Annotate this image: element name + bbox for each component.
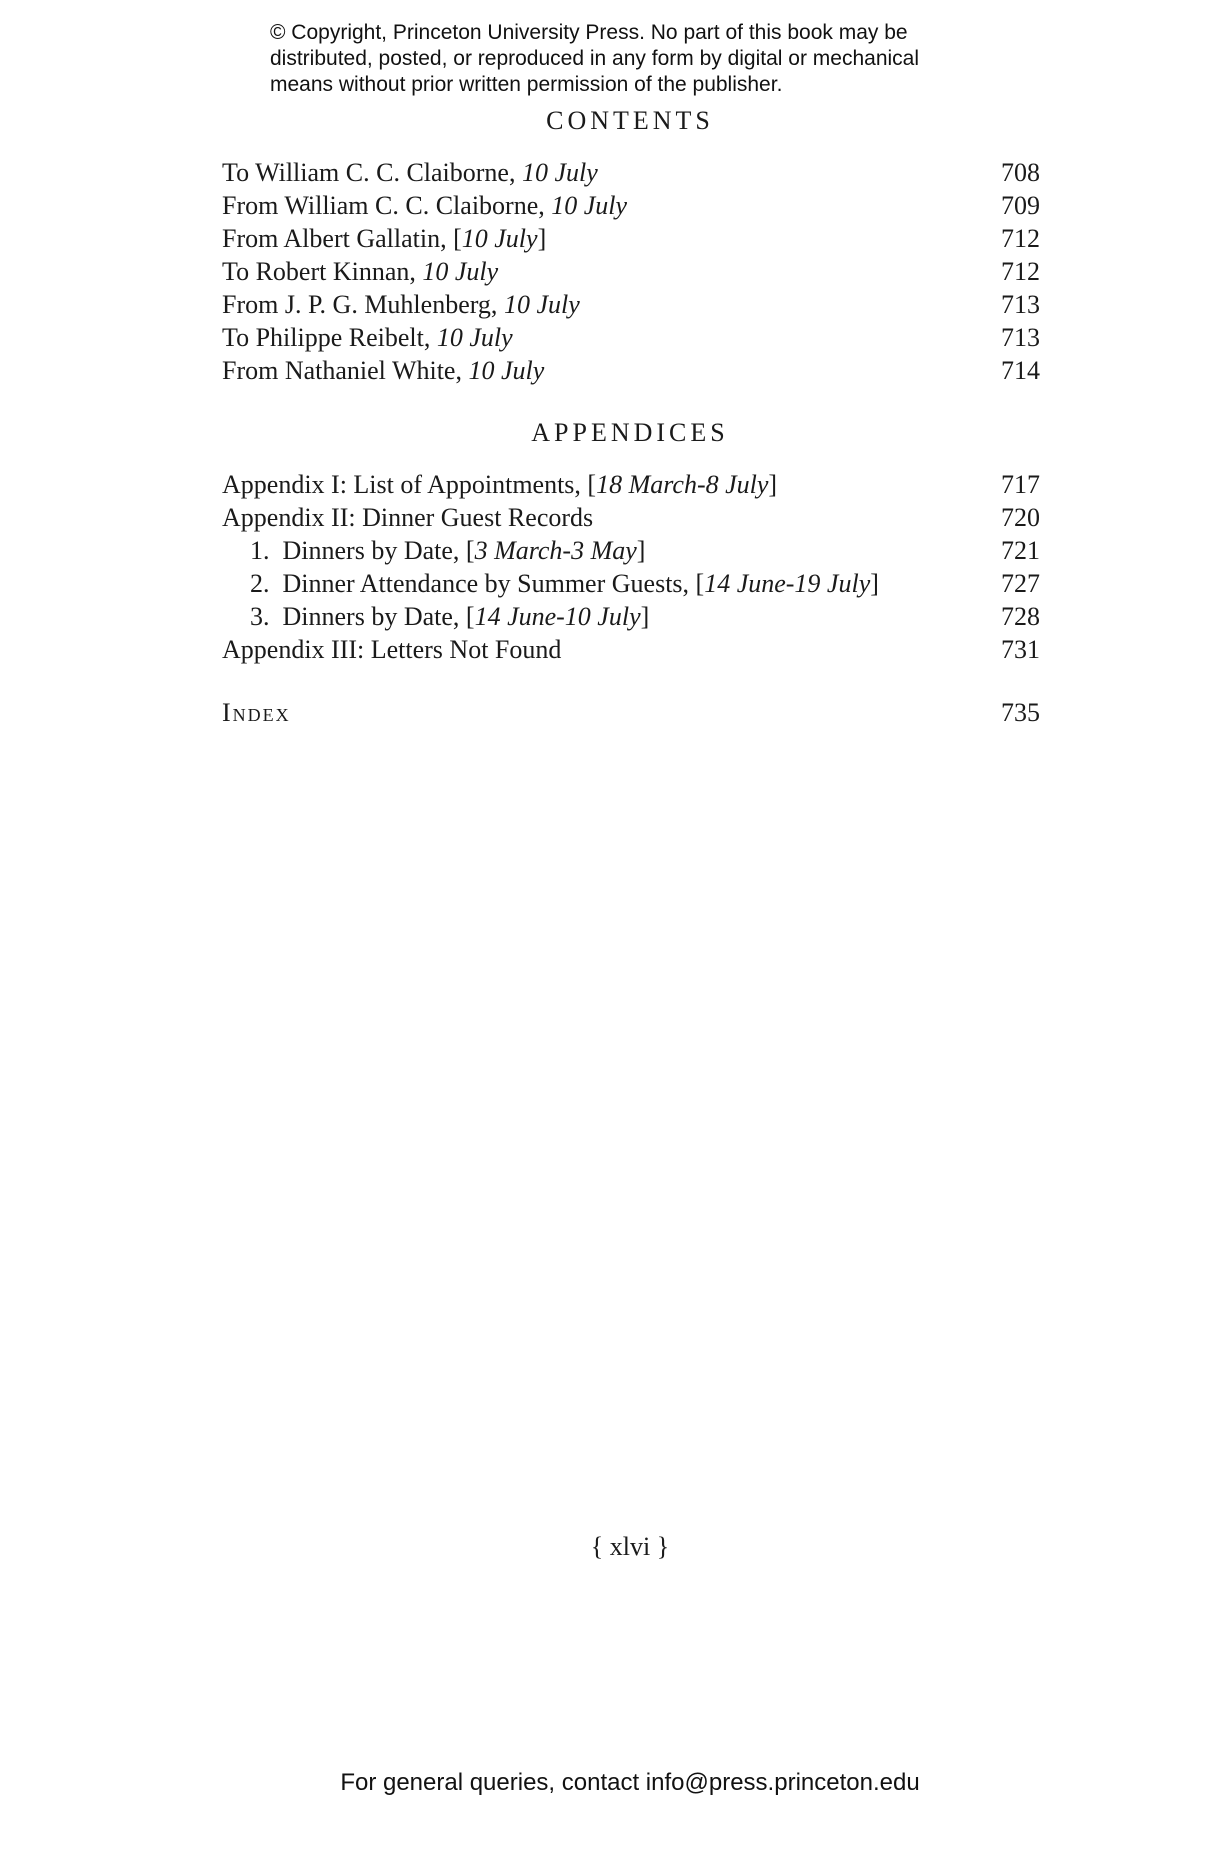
toc-entry-page: 731 bbox=[1001, 635, 1040, 664]
index-page: 735 bbox=[1001, 698, 1040, 727]
toc-entry-page: 728 bbox=[1001, 602, 1040, 631]
toc-entry-title: Appendix I: List of Appointments, [18 March-8 July] bbox=[222, 470, 778, 499]
toc-entry-page: 721 bbox=[1001, 536, 1040, 565]
toc-entry bbox=[222, 156, 1040, 189]
copyright-line: © Copyright, Princeton University Press. No part of this book may be bbox=[270, 21, 908, 44]
toc-entry-title: 3. Dinners by Date, [14 June-10 July] bbox=[250, 602, 650, 631]
toc-entry-title: From Albert Gallatin, [10 July] bbox=[222, 224, 547, 253]
toc-entry bbox=[222, 468, 1040, 501]
appendices-list bbox=[222, 468, 1040, 666]
toc-subentry bbox=[222, 534, 1040, 567]
toc-entry-title: From William C. C. Claiborne, 10 July bbox=[222, 191, 628, 220]
toc-entry bbox=[222, 321, 1040, 354]
toc-entry-page: 727 bbox=[1001, 569, 1040, 598]
letters-list bbox=[222, 156, 1040, 387]
toc-entry-page: 708 bbox=[1001, 158, 1040, 187]
toc-entry bbox=[222, 354, 1040, 387]
toc-entry-title: From Nathaniel White, 10 July bbox=[222, 356, 545, 385]
appendices-heading: APPENDICES bbox=[531, 418, 729, 447]
running-head: CONTENTS bbox=[546, 106, 714, 135]
toc-entry-title: To Philippe Reibelt, 10 July bbox=[222, 323, 513, 352]
toc-entry bbox=[222, 255, 1040, 288]
copyright-line: distributed, posted, or reproduced in any form by digital or mechanical bbox=[270, 47, 920, 70]
toc-subentry bbox=[222, 567, 1040, 600]
toc-entry-title: To Robert Kinnan, 10 July bbox=[222, 257, 499, 286]
toc-entry bbox=[222, 501, 1040, 534]
toc-entry-title: 1. Dinners by Date, [3 March-3 May] bbox=[250, 536, 646, 565]
toc-subentry bbox=[222, 600, 1040, 633]
toc-entry-page: 717 bbox=[1001, 470, 1040, 499]
toc-entry-page: 714 bbox=[1001, 356, 1040, 385]
copyright-line: means without prior written permission of the publisher. bbox=[270, 73, 783, 96]
footer-contact: For general queries, contact info@press.princeton.edu bbox=[340, 1769, 920, 1796]
toc-entry-title: To William C. C. Claiborne, 10 July bbox=[222, 158, 598, 187]
toc-entry bbox=[222, 222, 1040, 255]
page-folio: { xlvi } bbox=[590, 1532, 670, 1561]
toc-entry-title: Appendix III: Letters Not Found bbox=[222, 635, 562, 664]
toc-entry-page: 713 bbox=[1001, 323, 1040, 352]
toc-entry-page: 713 bbox=[1001, 290, 1040, 319]
toc-entry-page: 720 bbox=[1001, 503, 1040, 532]
toc-entry-page: 712 bbox=[1001, 257, 1040, 286]
copyright-notice bbox=[270, 20, 990, 98]
toc-entry bbox=[222, 189, 1040, 222]
toc-entry bbox=[222, 288, 1040, 321]
toc-entry-title: 2. Dinner Attendance by Summer Guests, [14 June-19 July] bbox=[250, 569, 879, 598]
toc-entry-title: From J. P. G. Muhlenberg, 10 July bbox=[222, 290, 580, 319]
toc-entry-title: Appendix II: Dinner Guest Records bbox=[222, 503, 594, 532]
toc-entry-page: 712 bbox=[1001, 224, 1040, 253]
toc-entry bbox=[222, 633, 1040, 666]
toc-entry-page: 709 bbox=[1001, 191, 1040, 220]
index-entry bbox=[222, 696, 1040, 729]
index-label: Index bbox=[222, 698, 291, 727]
